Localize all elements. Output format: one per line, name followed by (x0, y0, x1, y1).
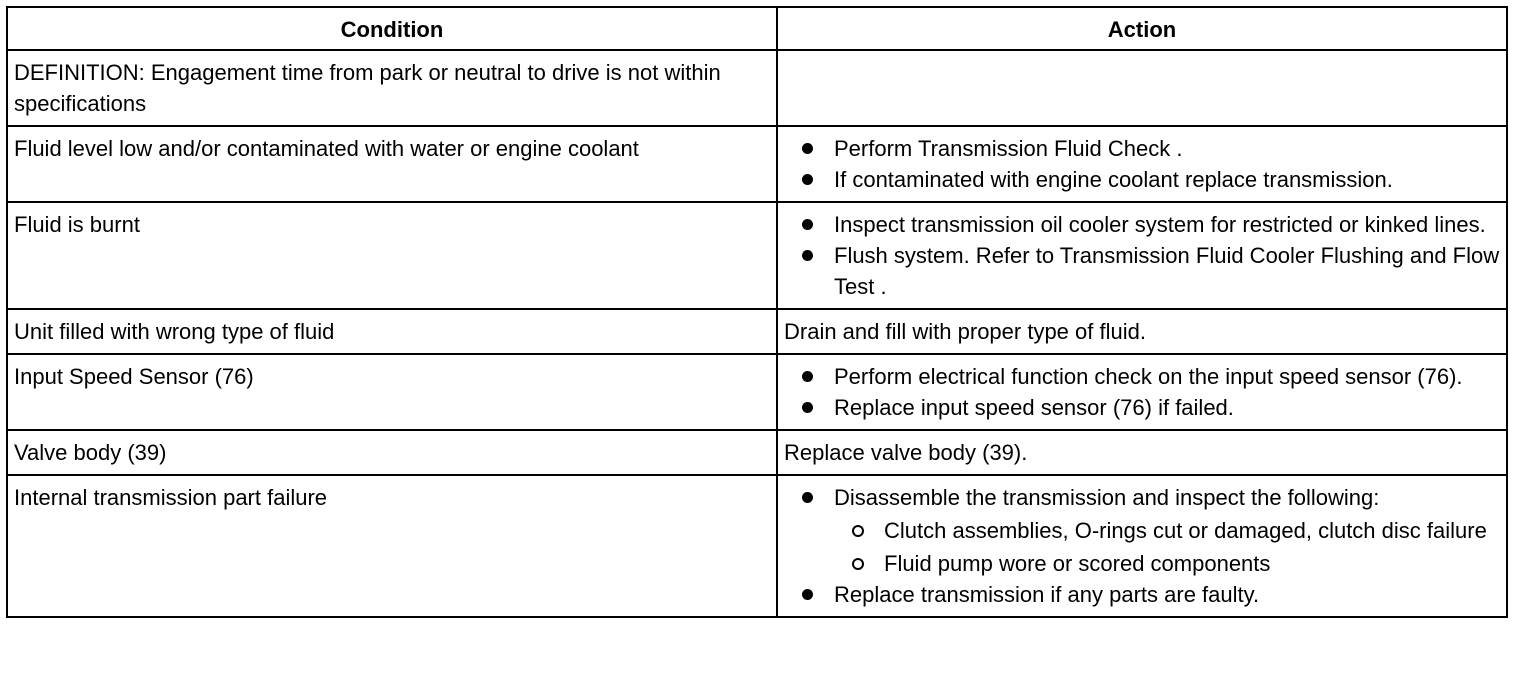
action-cell (777, 354, 1507, 430)
action-bullet-list (784, 482, 1500, 610)
header-row (7, 7, 1507, 50)
action-bullet-list (784, 209, 1500, 302)
action-bullet: Inspect transmission oil cooler system for restricted or kinked lines. (784, 209, 1500, 240)
action-bullet: Perform Transmission Fluid Check . (784, 133, 1500, 164)
action-sub-bullet: Fluid pump wore or scored components (834, 548, 1500, 579)
action-cell (777, 126, 1507, 202)
action-bullet (784, 482, 1500, 579)
table-row (7, 202, 1507, 309)
condition-cell: Fluid is burnt (7, 202, 777, 309)
action-cell (777, 50, 1507, 126)
action-bullet: Flush system. Refer to Transmission Fluid Cooler Flushing and Flow Test . (784, 240, 1500, 302)
action-cell (777, 202, 1507, 309)
condition-header: Condition (7, 7, 777, 50)
table-row (7, 475, 1507, 617)
action-bullet-text: Disassemble the transmission and inspect the following: (834, 485, 1380, 510)
action-bullet-list (784, 361, 1500, 423)
action-bullet: Perform electrical function check on the input speed sensor (76). (784, 361, 1500, 392)
condition-cell: Valve body (39) (7, 430, 777, 475)
condition-cell: Input Speed Sensor (76) (7, 354, 777, 430)
condition-cell: Unit filled with wrong type of fluid (7, 309, 777, 354)
diagnostic-table (6, 6, 1508, 618)
action-bullet: Replace transmission if any parts are faulty. (784, 579, 1500, 610)
action-sub-bullet-list (834, 515, 1500, 579)
action-cell: Replace valve body (39). (777, 430, 1507, 475)
condition-cell: Internal transmission part failure (7, 475, 777, 617)
table-row (7, 126, 1507, 202)
action-sub-bullet: Clutch assemblies, O-rings cut or damaged, clutch disc failure (834, 515, 1500, 546)
action-bullet: Replace input speed sensor (76) if failed. (784, 392, 1500, 423)
table-row (7, 50, 1507, 126)
action-cell (777, 475, 1507, 617)
condition-cell: DEFINITION: Engagement time from park or neutral to drive is not within specifications (7, 50, 777, 126)
action-cell: Drain and fill with proper type of fluid. (777, 309, 1507, 354)
action-bullet-list (784, 133, 1500, 195)
table-row (7, 354, 1507, 430)
condition-cell: Fluid level low and/or contaminated with water or engine coolant (7, 126, 777, 202)
action-bullet: If contaminated with engine coolant replace transmission. (784, 164, 1500, 195)
action-header: Action (777, 7, 1507, 50)
table-row (7, 309, 1507, 354)
table-row (7, 430, 1507, 475)
diagnostic-table-container (6, 6, 1506, 618)
